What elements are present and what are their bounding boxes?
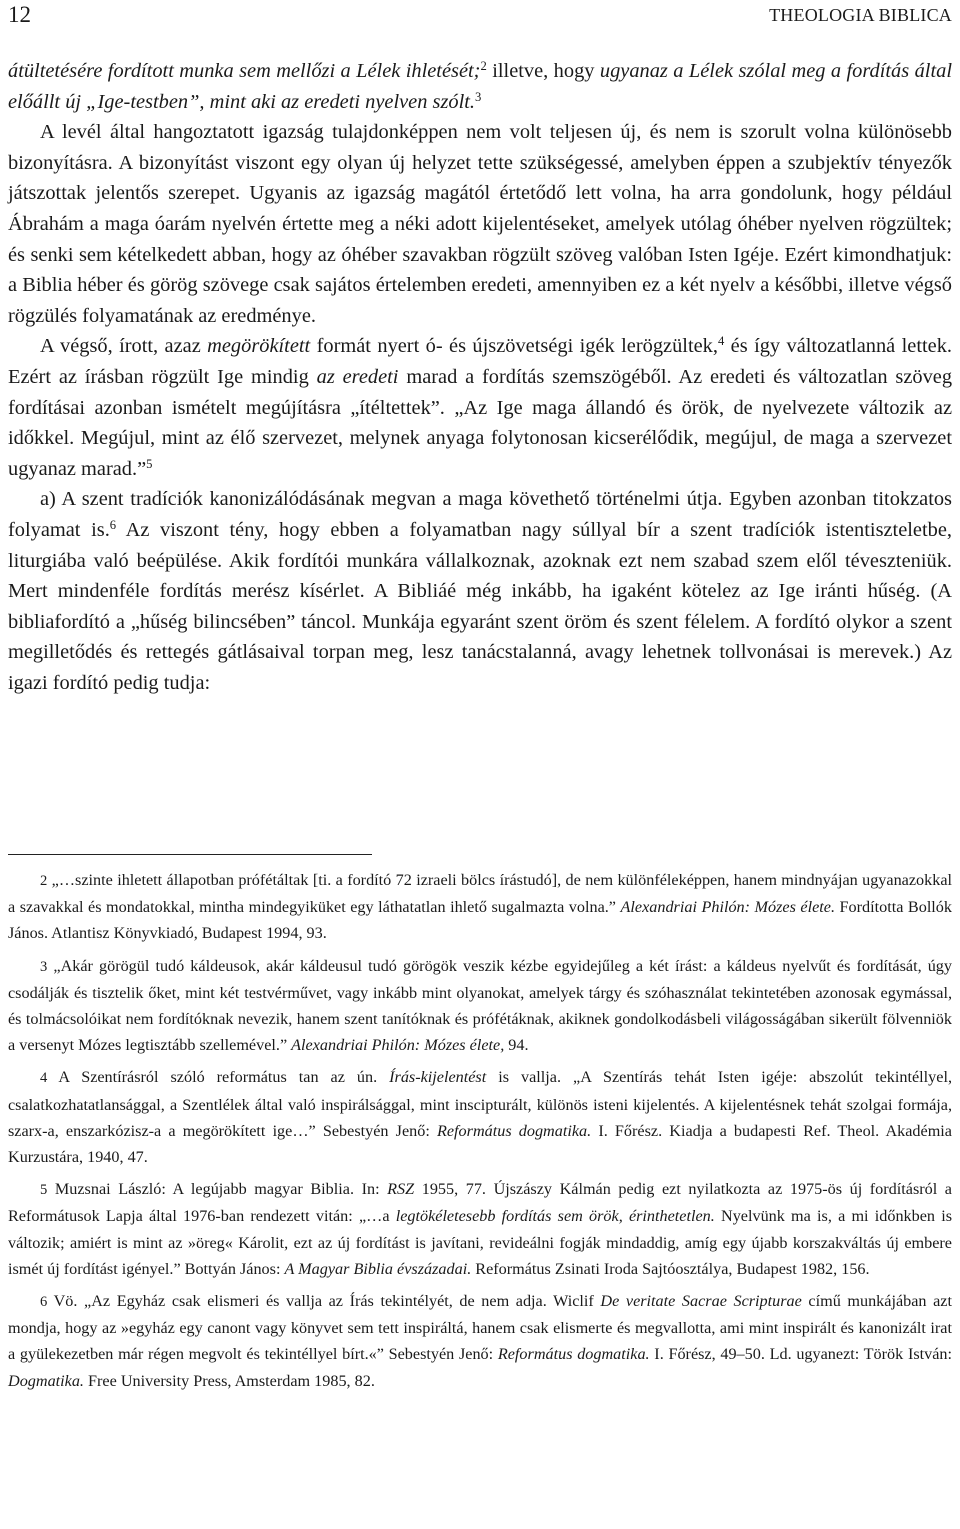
footnote-ref-3[interactable]: 3 bbox=[475, 89, 482, 104]
footnote-ref-2[interactable]: 2 bbox=[480, 59, 487, 74]
italic-span: megörökített bbox=[207, 335, 311, 358]
text-span: is vallja. „A Szentírás tehát Isten igéje: abszolút tekintéllyel, csalatkozhatatlansággal, a Szentlélek által való inspirálsággal, mint inscipturált, különös isteni kijelentés. A kijelentésnek tehát szolgai formája, szarx-a, enszarkózisz-a a megörökített ige…” Sebestyén Jenő: bbox=[8, 1068, 952, 1140]
footnote-number: 5 bbox=[40, 1182, 48, 1199]
running-title: THEOLOGIA BIBLICA bbox=[769, 5, 952, 25]
italic-span: Református dogmatika. bbox=[436, 1121, 592, 1140]
text-span: 94. bbox=[504, 1036, 529, 1055]
italic-span: Alexandriai Philón: Mózes élete, bbox=[291, 1036, 505, 1055]
footnote-separator bbox=[8, 854, 372, 855]
footnote-4 bbox=[8, 1064, 952, 1170]
paragraph-2: A levél által hangoztatott igazság tulajdonképpen nem volt teljesen új, és nem is szorult volna különösebb bizonyításra. A bizonyítást viszont egy olyan új helyzet tette szükségessé, amelyben éppen a szubjektív tényezők játszottak jelentős szerepet. Ugyanis az igazság magától értetődő lett volna, ha arra gondolunk, hogy például Ábrahám a maga óarám nyelvén értette meg a néki adott kijelentéseket, amelyek utólag óhéber nyelven rögzültek; és senki sem kételkedett abban, hogy az óhéber szavakban rögzült szöveg valóban Isten Igéje. Ezért kimondhatjuk: a Biblia héber és görög szövege csak sajátos értelemben eredeti, amennyiben ez a két nyelv a későbbi, illetve végső rögzülés folyamatának az eredménye. bbox=[8, 121, 952, 327]
italic-span: RSZ bbox=[387, 1180, 415, 1199]
footnote-number: 2 bbox=[40, 873, 48, 889]
italic-span: átültetésére fordított munka sem mellőzi a Lélek ihletését; bbox=[8, 60, 481, 82]
text-span: című munkájában azt mondja, hogy az »egyház egy canont vagy könyvet sem tett inspiráltá, hanem csak elismerte és megvallotta, ami mint inspirált és kanonizált irat a gyülekezetben már régen megvolt és tekintéllyel bírt.«” Sebestyén Jenő: bbox=[8, 1292, 952, 1364]
footnote-number: 3 bbox=[40, 958, 48, 975]
italic-span: ugyanaz a Lélek szólal meg a fordítás által előállt új „Ige-testben”, mint aki az eredeti nyelven szólt. bbox=[8, 60, 952, 113]
footnotes bbox=[8, 867, 952, 1400]
text-span: „Akár görögül tudó káldeusok, akár káldeusul tudó görögök veszik kézbe egyidejűleg a két írást: a káldeus nyelvűt és fordítását, úgy csodálják és tisztelik őket, mint két testvérművet, vagy inkább mint olyanokat, amelyek tárgy és szóhasználat tekintetében azonosak egymással, és tolmácsolóikat nem fordítóknak nevezik, hanem szent tanítóknak és prófétáknak, akiknek gondolkodásbeli világosságában sikerült fölvenniök a versenyt Mózes legtisztább szellemével.” bbox=[8, 956, 952, 1055]
italic-span: legtökéletesebb fordítás sem örök, érinthetetlen. bbox=[395, 1207, 715, 1226]
footnote-number: 6 bbox=[40, 1294, 48, 1311]
text-span: Református Zsinati Iroda Sajtóosztálya, Budapest 1982, 156. bbox=[471, 1259, 870, 1278]
text-span: A végső, írott, azaz bbox=[40, 335, 208, 358]
page-number: 12 bbox=[8, 2, 31, 27]
paragraph-1 bbox=[8, 56, 952, 117]
text-span: Free University Press, Amsterdam 1985, 82. bbox=[83, 1371, 375, 1390]
paragraph-3 bbox=[8, 331, 952, 484]
italic-span: De veritate Sacrae Scripturae bbox=[600, 1292, 802, 1311]
footnote-6 bbox=[8, 1288, 952, 1394]
page-header bbox=[8, 2, 952, 32]
italic-span: A Magyar Biblia évszázadai. bbox=[284, 1259, 472, 1278]
text-span: marad a fordítás szemszögéből. Az eredeti és változatlan szöveg fordításai azonban ismételt megújításra „ítéltettek”. „Az Ige maga állandó és örök, de nyelvezete változik az időkkel. Megújul, mint az élő szervezet, melynek anyaga folytonosan kicserélődik, megújul, de maga a szervezet ugyanaz marad.” bbox=[8, 365, 953, 480]
footnote-number: 4 bbox=[40, 1070, 48, 1087]
text-span: Az viszont tény, hogy ebben a folyamatban nagy súllyal bír a szent tradíciók istentiszteletbe, liturgiába való beépülése. Akik fordítói munkára vállalkoznak, azoknak ezt nem szabad szem elől téveszteniük. Mert mindenféle fordítás merész kísérlet. A Bibliáé még inkább, ha igaként kötelez az Ige iránti hűség. (A bibliafordító a „hűség bilincsében” táncol. Munkája egyaránt szent öröm és szent félelem. A fordító olykor a szent megilletődés és rettegés gátlásaival torpan meg, lesz tanácstalanná, avagy lehetnek tollvonásai is merevek.) Az igazi fordító pedig tudja: bbox=[8, 518, 952, 694]
footnote-ref-4[interactable]: 4 bbox=[717, 334, 725, 349]
body-text bbox=[8, 56, 952, 698]
text-span: formát nyert ó- és újszövetségi igék lerögzültek, bbox=[310, 335, 718, 358]
text-span: 1955, 77. Újszászy Kálmán pedig ezt nyilatkozta az 1975-ös új fordításról a Reformátusok Lapja által 1976-ban rendezett vitán: „…a bbox=[8, 1180, 952, 1226]
text-span: Vö. „Az Egyház csak elismeri és vallja az Írás tekintélyét, de nem adja. Wiclif bbox=[47, 1292, 601, 1311]
text-span: „…szinte ihletett állapotban prófétáltak [ti. a fordító 72 izraeli bölcs írástudó], de nem különféleképpen, hanem mindnyájan ugyanazokkal a szavakkal és mondatokkal, mintha mindegyiküket egy láthatatlan ihlető sugalmazta volna.” bbox=[8, 871, 952, 917]
italic-span: Református dogmatika. bbox=[497, 1345, 650, 1364]
text-span: a) A szent tradíciók kanonizálódásának megvan a maga követhető történelmi útja. Egyben azonban titokzatos folyamat is. bbox=[8, 488, 952, 541]
italic-span: az eredeti bbox=[316, 365, 399, 388]
text-span: I. Főrész, 49–50. Ld. ugyanezt: Török István: bbox=[649, 1345, 952, 1364]
footnote-ref-6[interactable]: 6 bbox=[109, 517, 117, 532]
italic-span: Alexandriai Philón: Mózes élete. bbox=[620, 898, 836, 917]
footnote-2 bbox=[8, 867, 952, 947]
text-span: Nyelvünk ma is, a mi időnkben is változik; amiért is mint az »öreg« Károlit, ezt az új fordítást is javítani, revideálni fogják mindaddig, amíg egy újabb korszakváltás új embere ismét új fordítást igényel.” Bottyán János: bbox=[8, 1207, 952, 1278]
text-span: és így változatlanná lettek. Ezért az írásban rögzült Ige mindig bbox=[8, 335, 953, 388]
paragraph-4 bbox=[8, 484, 952, 698]
footnote-5 bbox=[8, 1176, 952, 1282]
text-span: illetve, hogy bbox=[486, 60, 600, 82]
text-span: I. Főrész. Kiadja a budapesti Ref. Theol. Akadémia Kurzustára, 1940, 47. bbox=[8, 1121, 952, 1167]
footnote-ref-5[interactable]: 5 bbox=[146, 456, 153, 471]
footnote-3 bbox=[8, 953, 952, 1059]
text-span: A Szentírásról szóló református tan az ún. bbox=[47, 1068, 390, 1087]
text-span: Fordította Bollók János. Atlantisz Könyvkiadó, Budapest 1994, 93. bbox=[8, 898, 952, 943]
text-span: Muzsnai László: A legújabb magyar Biblia. In: bbox=[47, 1180, 388, 1199]
italic-span: Írás-kijelentést bbox=[389, 1068, 487, 1087]
document-page bbox=[8, 0, 952, 1529]
italic-span: Dogmatika. bbox=[8, 1371, 84, 1390]
